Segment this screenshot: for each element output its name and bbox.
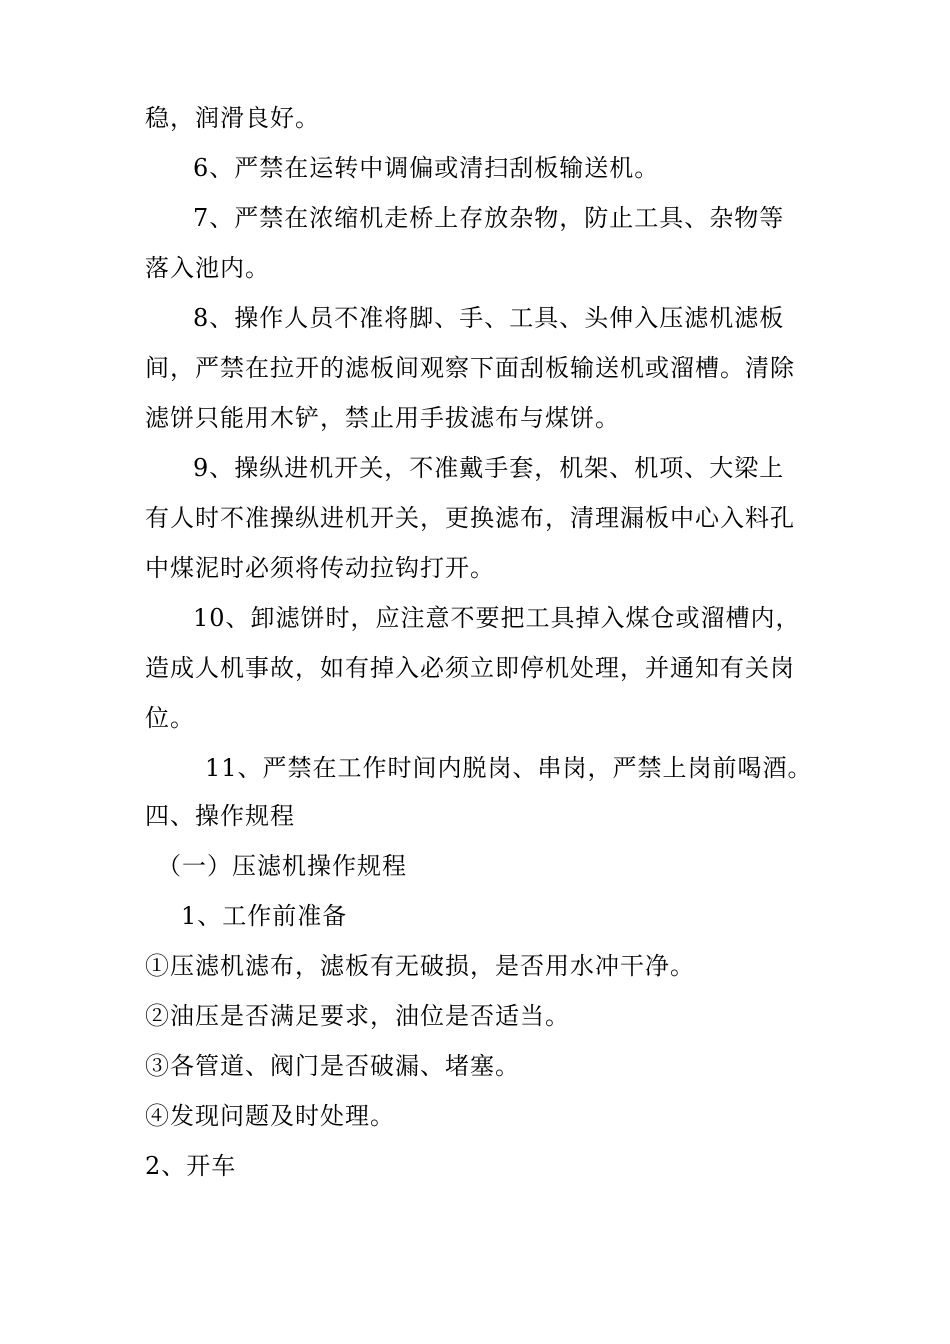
text-line: 造成人机事故，如有掉入必须立即停机处理，并通知有关岗	[145, 654, 795, 682]
checklist-item: ④发现问题及时处理。	[145, 1102, 395, 1130]
step-heading: 1、工作前准备	[181, 902, 348, 930]
text-line: 6、严禁在运转中调偏或清扫刮板输送机。	[193, 154, 660, 182]
text-line: 落入池内。	[145, 254, 270, 282]
checklist-item: ②油压是否满足要求，油位是否适当。	[145, 1002, 570, 1030]
subsection-heading: （一）压滤机操作规程	[157, 852, 407, 880]
text-line: 8、操作人员不准将脚、手、工具、头伸入压滤机滤板	[193, 304, 785, 332]
text-line: 7、严禁在浓缩机走桥上存放杂物，防止工具、杂物等	[193, 204, 785, 232]
text-line: 11、严禁在工作时间内脱岗、串岗，严禁上岗前喝酒。	[205, 754, 813, 782]
text-line: 位。	[145, 704, 195, 732]
text-line: 有人时不准操纵进机开关，更换滤布，清理漏板中心入料孔	[145, 504, 795, 532]
text-line: 稳，润滑良好。	[145, 104, 320, 132]
checklist-item: ③各管道、阀门是否破漏、堵塞。	[145, 1052, 520, 1080]
text-line: 9、操纵进机开关，不准戴手套，机架、机项、大梁上	[193, 454, 785, 482]
text-line: 10、卸滤饼时，应注意不要把工具掉入煤仓或溜槽内，	[193, 604, 801, 632]
checklist-item: ①压滤机滤布，滤板有无破损，是否用水冲干净。	[145, 952, 695, 980]
text-line: 滤饼只能用木铲，禁止用手拔滤布与煤饼。	[145, 404, 620, 432]
text-line: 中煤泥时必须将传动拉钩打开。	[145, 554, 495, 582]
section-heading: 四、操作规程	[145, 802, 295, 830]
step-heading: 2、开车	[145, 1152, 237, 1180]
text-line: 间，严禁在拉开的滤板间观察下面刮板输送机或溜槽。清除	[145, 354, 795, 382]
